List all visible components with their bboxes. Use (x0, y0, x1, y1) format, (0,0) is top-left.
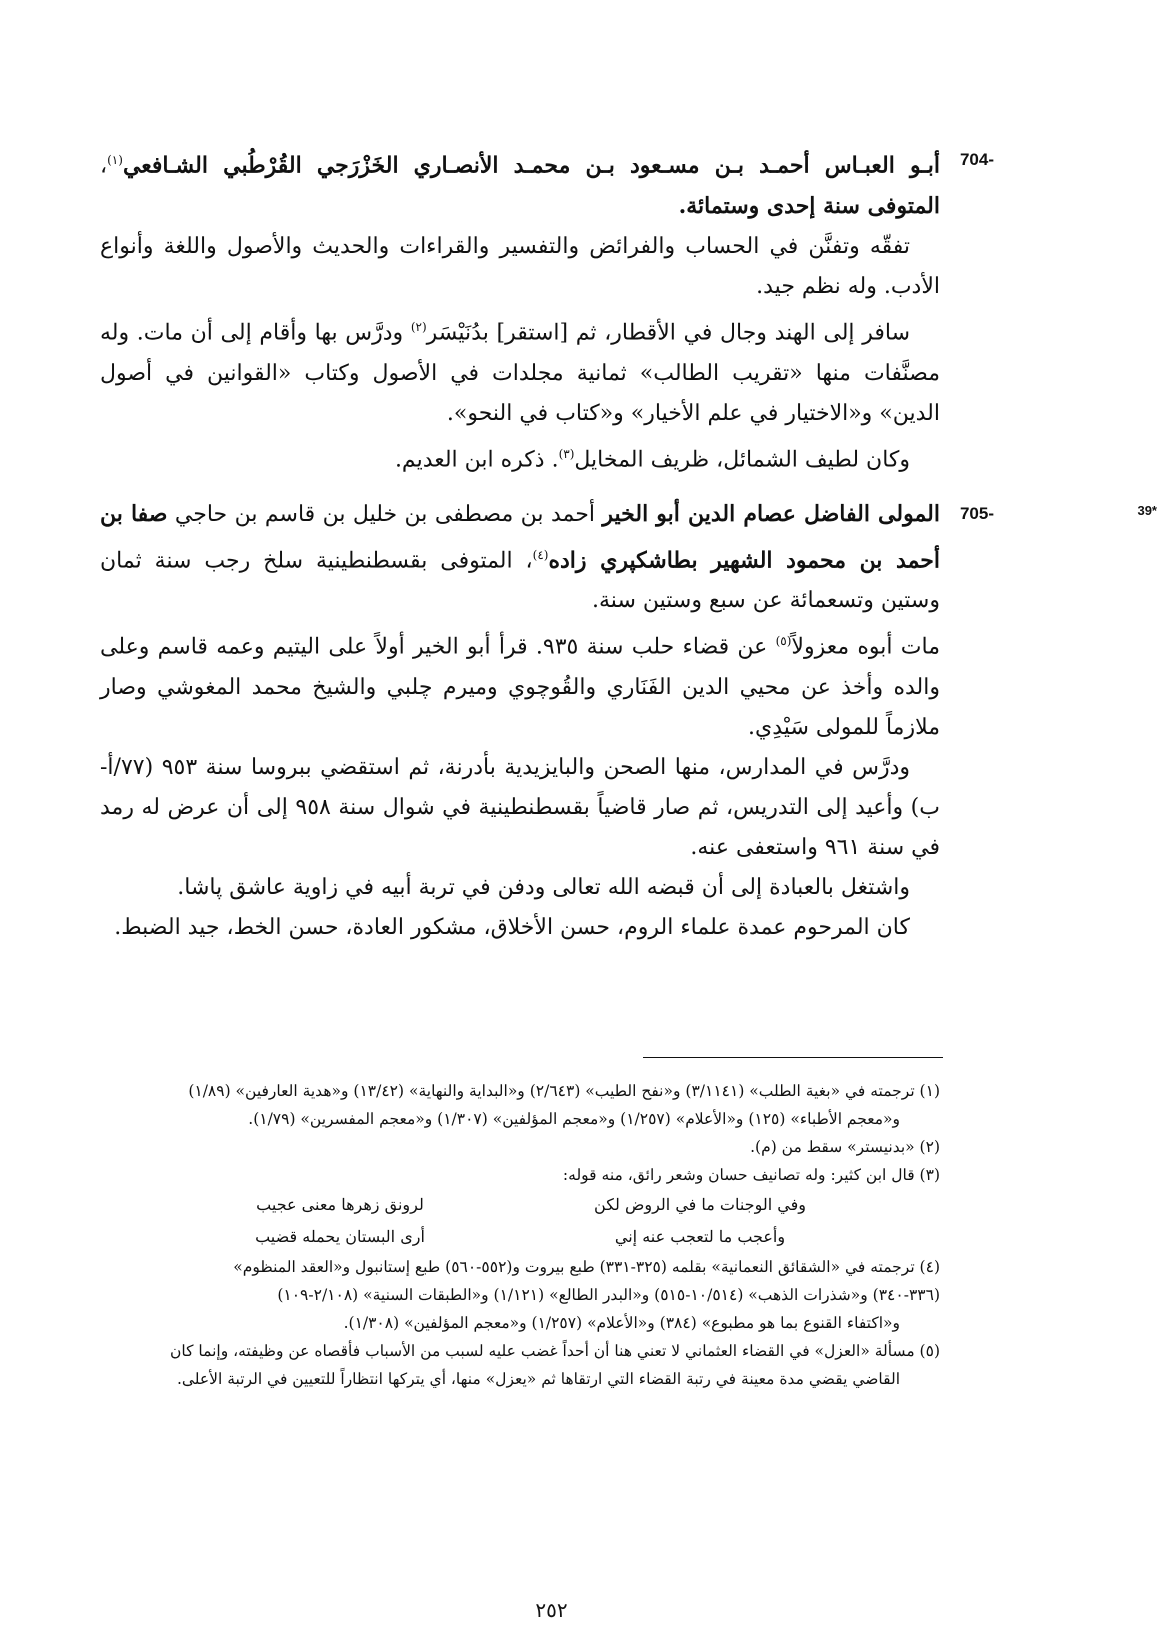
footnote-ref: (٣) (558, 446, 575, 461)
margin-marker: 39* (1137, 503, 1157, 518)
footnote-1-cont: و«معجم الأطباء» (١٢٥) و«الأعلام» (١/٢٥٧) و«معجم المؤلفين» (١/٣٠٧) و«معجم المفسرين» (١/٧٩). (248, 1110, 900, 1128)
footnote-ref: (١) (107, 153, 123, 167)
footnote-5: (٥) مسألة «العزل» في القضاء العثماني لا تعني هنا أن أحداً غضب عليه لسبب من الأسباب فأقصاه عن وظيفته، وإنما كان (169, 1342, 940, 1360)
footnote-divider (643, 1057, 943, 1058)
paragraph (100, 621, 940, 747)
footnote-ref: (٢) (410, 320, 427, 335)
page-number: ٢٥٢ (535, 1598, 568, 1622)
punctuation: ، (100, 153, 108, 179)
verse-hemistich: أرى البستان يحمله قضيب (255, 1227, 425, 1246)
footnote-2: (٢) «بدنيستر» سقط من (م). (750, 1138, 940, 1156)
text: ودرَّس بها وأقام إلى أن مات. وله مصنَّفات منها «تقريب الطالب» ثمانية مجلدات في الأصول وكتاب «القوانين في أصول الدين» و«الاختيار في علم الأخيار» و«كتاب في النحو». (100, 320, 940, 426)
footnote-5-cont: القاضي يقضي مدة معينة في رتبة القضاء التي ارتقاها ثم «يعزل» منها، أي يتركها انتظاراً للتعيين في الرتبة الأعلى. (176, 1370, 900, 1388)
entry-704-heading (100, 140, 994, 227)
verse-line (100, 1190, 940, 1220)
entry-title-cont: صفا بن أحمد بن محمود الشهير بطاشكپري زاده (100, 500, 940, 574)
text: مات أبوه معزولاً (791, 634, 940, 660)
entry-705 (100, 494, 994, 948)
verse-hemistich: لرونق زهرها معنى عجيب (256, 1195, 424, 1214)
entry-title: المولى الفاضل عصام الدين أبو الخير (602, 500, 940, 527)
footnote-4: (٤) ترجمته في «الشقائق النعمانية» بقلمه (٣٢٥-٣٣١) طبع بيروت و(٥٥٢-٥٦٠) طبع إستانبول و«العقد المنظوم» (233, 1258, 940, 1276)
main-text (100, 140, 994, 948)
footnote-ref: (٤) (532, 547, 549, 562)
text: وكان لطيف الشمائل، ظريف المخايل (574, 446, 910, 472)
footnote-4-cont: (٣٣٦-٣٤٠) و«شذرات الذهب» (١٠/٥١٤-٥١٥) و«البدر الطالع» (١/١٢١) و«الطبقات السنية» (٢/١٠٨-١٠٩) (277, 1286, 940, 1304)
entry-number: 705- (959, 503, 994, 523)
footnote-3: (٣) قال ابن كثير: وله تصانيف حسان وشعر رائق، منه قوله: (562, 1166, 940, 1184)
verse-hemistich: وفي الوجنات ما في الروض لكن (594, 1195, 806, 1214)
verse-hemistich: وأعجب ما لتعجب عنه إني (614, 1227, 786, 1246)
paragraph (100, 434, 940, 480)
text: عن قضاء حلب سنة ٩٣٥. قرأ أبو الخير أولاً على اليتيم وعمه قاسم وعلى والده وأخذ عن محيي الدين الفَنَاري والقُوچوي وميرم چلبي والشيخ محمد المغوشي وصار ملازماً للمولى سَيْدِي. (100, 634, 940, 740)
entry-title: أبـو العبـاس أحمـد بـن مسـعود بـن محمـد الأنصـاري الخَزْرَجي القُرْطُبي الشـافعي (122, 152, 940, 179)
footnote-ref: (٥) (775, 634, 792, 649)
paragraph: تفقّه وتفنَّن في الحساب والفرائض والتفسير والقراءات والحديث والأصول واللغة وأنواع الأدب. وله نظم جيد. (100, 234, 940, 300)
footnote-1: (١) ترجمته في «بغية الطلب» (٣/١١٤١) و«نفح الطيب» (٢/٦٤٣) و«البداية والنهاية» (١٣/٤٢) و«هدية العارفين» (١/٨٩) (188, 1082, 940, 1100)
paragraph (100, 307, 940, 433)
footnote-4-cont: و«اكتفاء القنوع بما هو مطبوع» (٣٨٤) و«الأعلام» (١/٢٥٧) و«معجم المؤلفين» (١/٣٠٨). (343, 1314, 900, 1332)
entry-number: 704- (959, 150, 994, 169)
entry-704 (100, 140, 994, 480)
paragraph: ودرَّس في المدارس، منها الصحن والبايزيدية بأدرنة، ثم استقضي ببروسا سنة ٩٥٣ (٧٧/أ-ب) وأعيد إلى التدريس، ثم صار قاضياً بقسطنطينية في شوال سنة ٩٥٨ إلى أن عرض له رمد في سنة ٩٦١ واستعفى عنه. (100, 754, 940, 860)
death-date: المتوفى سنة إحدى وستمائة. (678, 193, 940, 220)
entry-705-heading (100, 494, 994, 621)
paragraph: واشتغل بالعبادة إلى أن قبضه الله تعالى ودفن في تربة أبيه في زاوية عاشق پاشا. (177, 874, 910, 900)
text: . ذكره ابن العديم. (394, 446, 559, 472)
footnotes (100, 1078, 940, 1394)
paragraph: كان المرحوم عمدة علماء الروم، حسن الأخلاق، مشكور العادة، حسن الخط، جيد الضبط. (114, 914, 910, 940)
verse-line (100, 1222, 940, 1252)
text: ، المتوفى بقسطنطينية سلخ رجب سنة ثمان وستين وتسعمائة عن سبع وستين سنة. (100, 548, 940, 614)
text: سافر إلى الهند وجال في الأقطار، ثم [استقر] بدُنَيْسَر (426, 320, 911, 346)
text: أحمد بن مصطفى بن خليل بن قاسم بن حاجي (167, 501, 603, 527)
